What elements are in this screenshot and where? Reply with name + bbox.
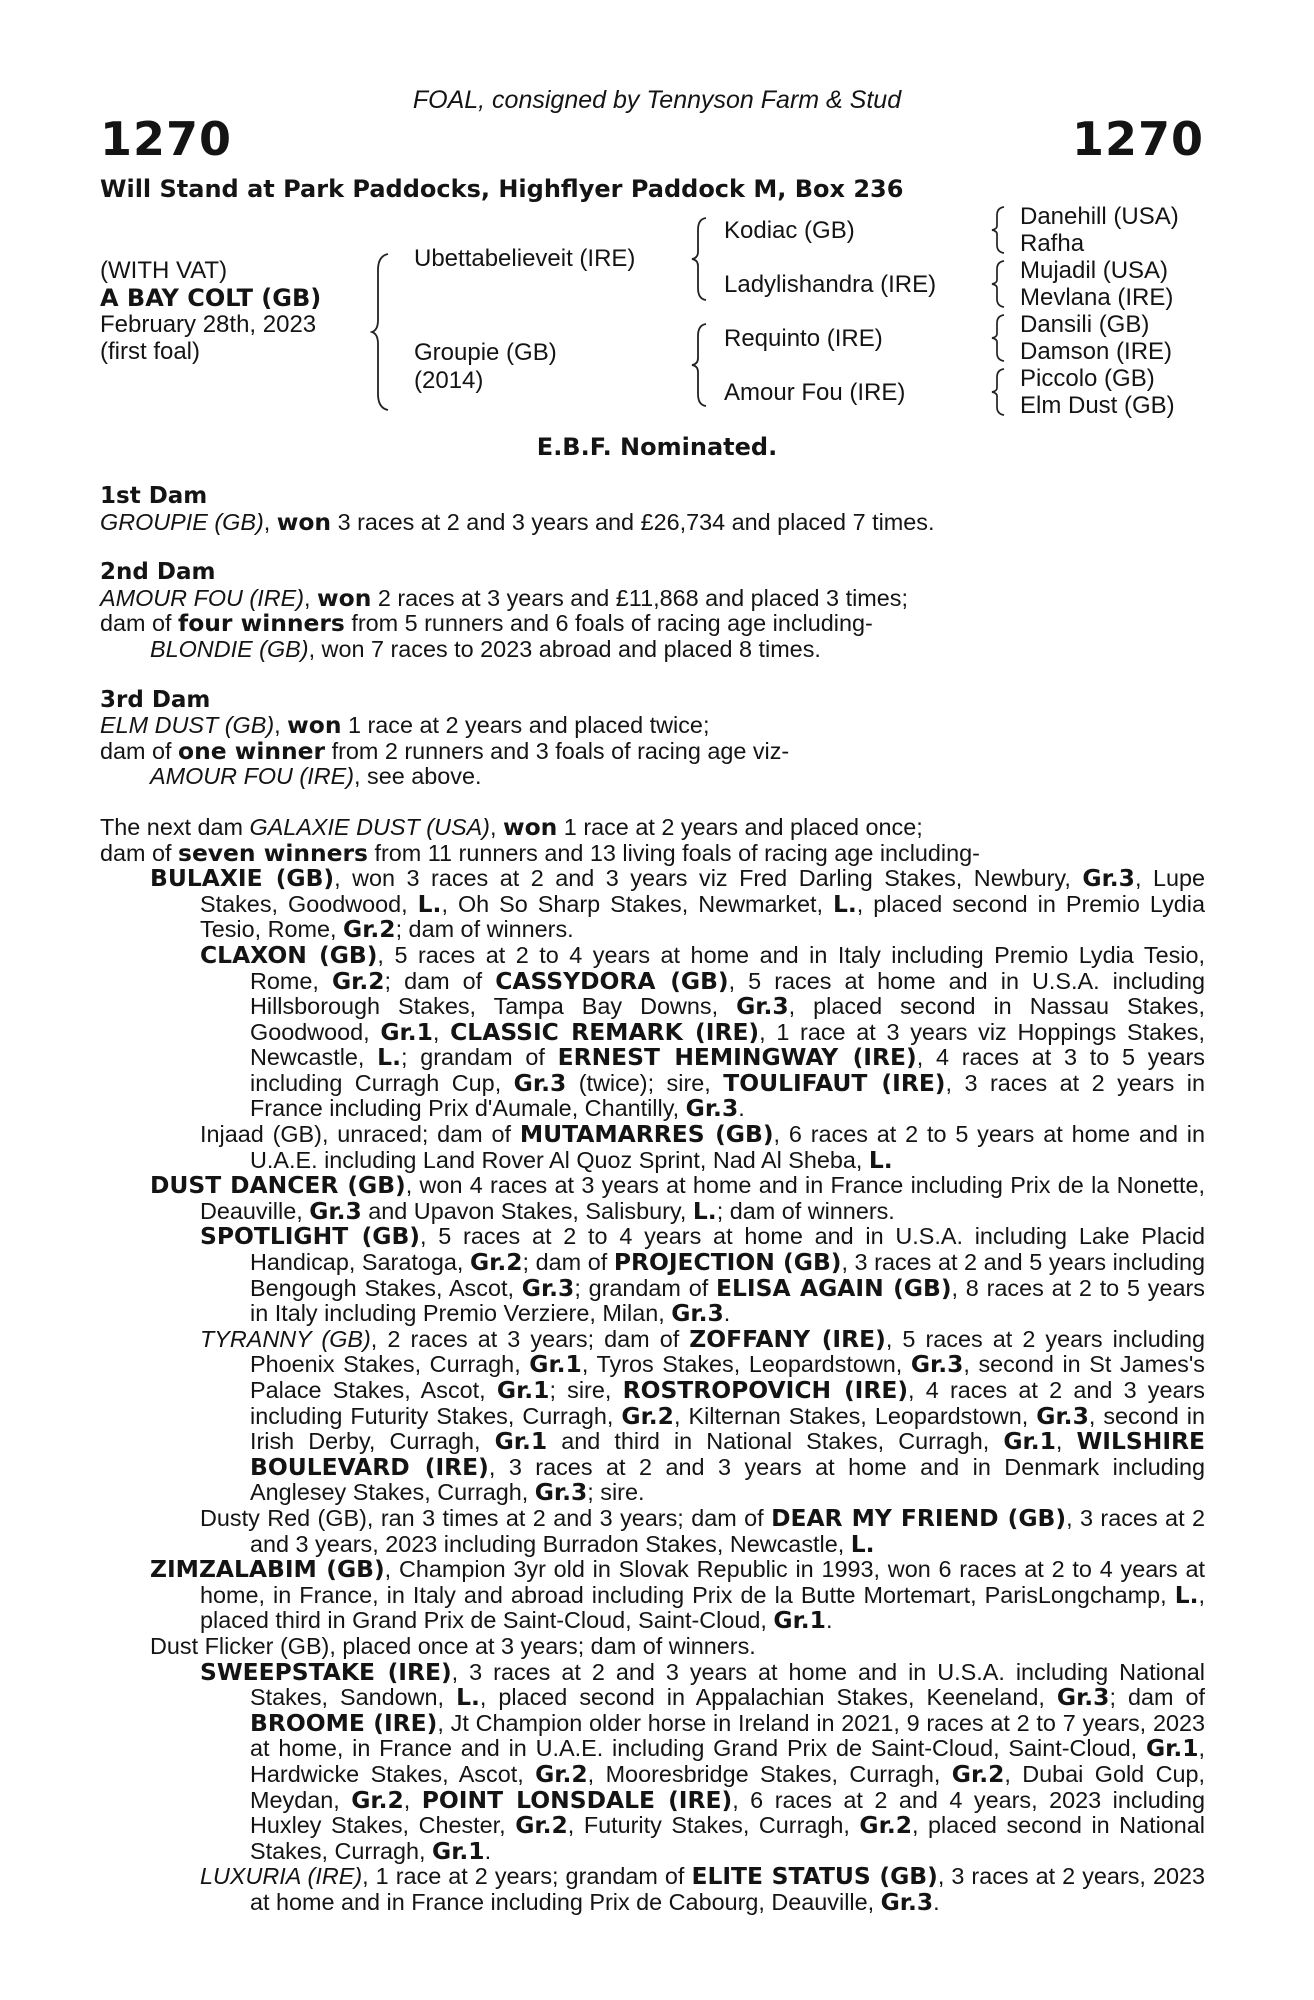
great-granddam-1: Rafha (1020, 230, 1085, 257)
produce-entry: Injaad (GB), unraced; dam of MUTAMARRES (GB), 6 races at 2 to 5 years at home and in U.A.E. including Land Rover Al Quoz Sprint, Nad Al Sheba, L. (200, 1120, 1205, 1174)
produce-entry: CLAXON (GB), 5 races at 2 to 4 years at home and in Italy including Premio Lydia Tesio, Rome, Gr.2; dam of CASSYDORA (GB), 5 races at home and in U.S.A. including Hillsborough Stakes, Tampa Bay Downs, Gr.3, placed second in Nassau Stakes, Goodwood, Gr.1, CLASSIC REMARK (IRE), 1 race at 3 years viz Hoppings Stakes, Newcastle, L.; grandam of ERNEST HEMINGWAY (IRE), 4 races at 3 to 5 years including Curragh Cup, Gr.3 (twice); sire, TOULIFAUT (IRE), 3 races at 2 years in France including Prix d'Aumale, Chantilly, Gr.3. (200, 940, 1205, 1123)
next-dam-record: The next dam GALAXIE DUST (USA), won 1 race at 2 years and placed once; (100, 812, 923, 841)
sire-name: Ubettabelieveit (IRE) (414, 245, 636, 272)
vat-note: (WITH VAT) (100, 257, 228, 284)
next-dam-produce-summary: dam of seven winners from 11 runners and 13 living foals of racing age including- (100, 838, 980, 867)
pedigree-brace-g4 (990, 367, 1008, 417)
ebf-nomination: E.B.F. Nominated. (536, 433, 778, 461)
dam-sire: Requinto (IRE) (724, 325, 883, 352)
produce-entry: Dusty Red (GB), ran 3 times at 2 and 3 years; dam of DEAR MY FRIEND (GB), 3 races at 2 and 3 years, 2023 including Burradon Stakes, Newcastle, L. (200, 1503, 1206, 1558)
lot-number-left: 1270 (100, 112, 233, 166)
sire-dam: Ladylishandra (IRE) (724, 271, 937, 298)
produce-entry: SPOTLIGHT (GB), 5 races at 2 to 4 years at home and in U.S.A. including Lake Placid Handicap, Saratoga, Gr.2; dam of PROJECTION (GB), 3 races at 2 and 5 years including Bengough Stakes, Ascot, Gr.3; grandam of ELISA AGAIN (GB), 8 races at 2 to 5 years in Italy including Premio Verziere, Milan, Gr.3. (200, 1222, 1206, 1328)
produce-entry: BULAXIE (GB), won 3 races at 2 and 3 years viz Fred Darling Stakes, Newbury, Gr.3, Lupe Stakes, Goodwood, L., Oh So Sharp Stakes, Newmarket, L., placed second in Premio Lydia Tesio, Rome, Gr.2; dam of winners. (150, 864, 1205, 944)
third-dam-record: ELM DUST (GB), won 1 race at 2 years and placed twice; (100, 711, 710, 740)
dam-dam: Amour Fou (IRE) (724, 379, 906, 406)
foal-note: (first foal) (100, 338, 201, 365)
pedigree-brace-g1 (990, 205, 1008, 255)
first-dam-record: GROUPIE (GB), won 3 races at 2 and 3 years and £26,734 and placed 7 times. (100, 507, 935, 536)
dam-name: Groupie (GB) (414, 339, 557, 366)
third-dam-produce-summary: dam of one winner from 2 runners and 3 foals of racing age viz- (100, 736, 790, 765)
sire-sire: Kodiac (GB) (724, 217, 855, 244)
third-dam-produce-item: AMOUR FOU (IRE), see above. (150, 763, 482, 790)
second-dam-record: AMOUR FOU (IRE), won 2 races at 3 years and £11,868 and placed 3 times; (100, 583, 908, 612)
lot-number-right: 1270 (1071, 112, 1204, 166)
first-dam-heading: 1st Dam (100, 483, 208, 509)
stabling-location: Will Stand at Park Paddocks, Highflyer Paddock M, Box 236 (100, 175, 904, 203)
produce-entry: Dust Flicker (GB), placed once at 3 years; dam of winners. (150, 1632, 756, 1659)
pedigree-brace-dam (690, 322, 710, 408)
produce-entry: SWEEPSTAKE (IRE), 3 races at 2 and 3 years at home and in U.S.A. including National Stakes, Sandown, L., placed second in Appalachian Stakes, Keeneland, Gr.3; dam of BROOME (IRE), Jt Champion older horse in Ireland in 2021, 9 races at 2 to 7 years, 2023 at home, in France and in U.A.E. including Grand Prix de Saint-Cloud, Saint-Cloud, Gr.1, Hardwicke Stakes, Ascot, Gr.2, Mooresbridge Stakes, Curragh, Gr.2, Dubai Gold Cup, Meydan, Gr.2, POINT LONSDALE (IRE), 6 races at 2 and 4 years, 2023 including Huxley Stakes, Chester, Gr.2, Futurity Stakes, Curragh, Gr.2, placed second in National Stakes, Curragh, Gr.1. (200, 1657, 1205, 1865)
great-grandsire-4: Piccolo (GB) (1020, 365, 1155, 392)
consignor-line: FOAL, consigned by Tennyson Farm & Stud (412, 86, 902, 114)
produce-entry: ZIMZALABIM (GB), Champion 3yr old in Slovak Republic in 1993, won 6 races at 2 to 4 years at home, in France, in Italy and abroad including Prix de la Butte Mortemart, ParisLongchamp, L., placed third in Grand Prix de Saint-Cloud, Saint-Cloud, Gr.1. (150, 1555, 1205, 1635)
second-dam-heading: 2nd Dam (100, 559, 216, 586)
produce-entry: LUXURIA (IRE), 1 race at 2 years; grandam of ELITE STATUS (GB), 3 races at 2 years, 2023 at home and in France including Prix de Cabourg, Deauville, Gr.3. (200, 1862, 1205, 1916)
third-dam-heading: 3rd Dam (100, 686, 211, 713)
produce-entry: DUST DANCER (GB), won 4 races at 3 years at home and in France including Prix de la Nonette, Deauville, Gr.3 and Upavon Stakes, Salisbury, L.; dam of winners. (150, 1171, 1206, 1225)
foaling-date: February 28th, 2023 (100, 311, 317, 338)
great-granddam-2: Mevlana (IRE) (1020, 284, 1174, 311)
pedigree-brace-main (370, 252, 394, 412)
produce-entry: TYRANNY (GB), 2 races at 3 years; dam of ZOFFANY (IRE), 5 races at 2 years including Phoenix Stakes, Curragh, Gr.1, Tyros Stakes, Leopardstown, Gr.3, second in St James's Palace Stakes, Ascot, Gr.1; sire, ROSTROPOVICH (IRE), 4 races at 2 and 3 years including Futurity Stakes, Curragh, Gr.2, Kilternan Stakes, Leopardstown, Gr.3, second in Irish Derby, Curragh, Gr.1 and third in National Stakes, Curragh, Gr.1, WILSHIRE BOULEVARD (IRE), 3 races at 2 and 3 years at home and in Denmark including Anglesey Stakes, Curragh, Gr.3; sire. (200, 1324, 1206, 1507)
great-granddam-3: Damson (IRE) (1020, 338, 1173, 365)
pedigree-brace-g2 (990, 259, 1008, 309)
produce-list (100, 866, 1205, 1915)
great-granddam-4: Elm Dust (GB) (1020, 392, 1175, 419)
pedigree-brace-sire (690, 216, 710, 302)
great-grandsire-2: Mujadil (USA) (1020, 257, 1169, 284)
lot-title: A BAY COLT (GB) (100, 284, 322, 312)
second-dam-produce-item: BLONDIE (GB), won 7 races to 2023 abroad and placed 8 times. (150, 635, 821, 662)
pedigree-brace-g3 (990, 313, 1008, 363)
dam-year: (2014) (414, 367, 484, 394)
dam-line-body (100, 484, 1205, 1915)
great-grandsire-1: Danehill (USA) (1020, 203, 1179, 230)
second-dam-produce-summary: dam of four winners from 5 runners and 6 foals of racing age including- (100, 609, 873, 638)
great-grandsire-3: Dansili (GB) (1020, 311, 1150, 338)
